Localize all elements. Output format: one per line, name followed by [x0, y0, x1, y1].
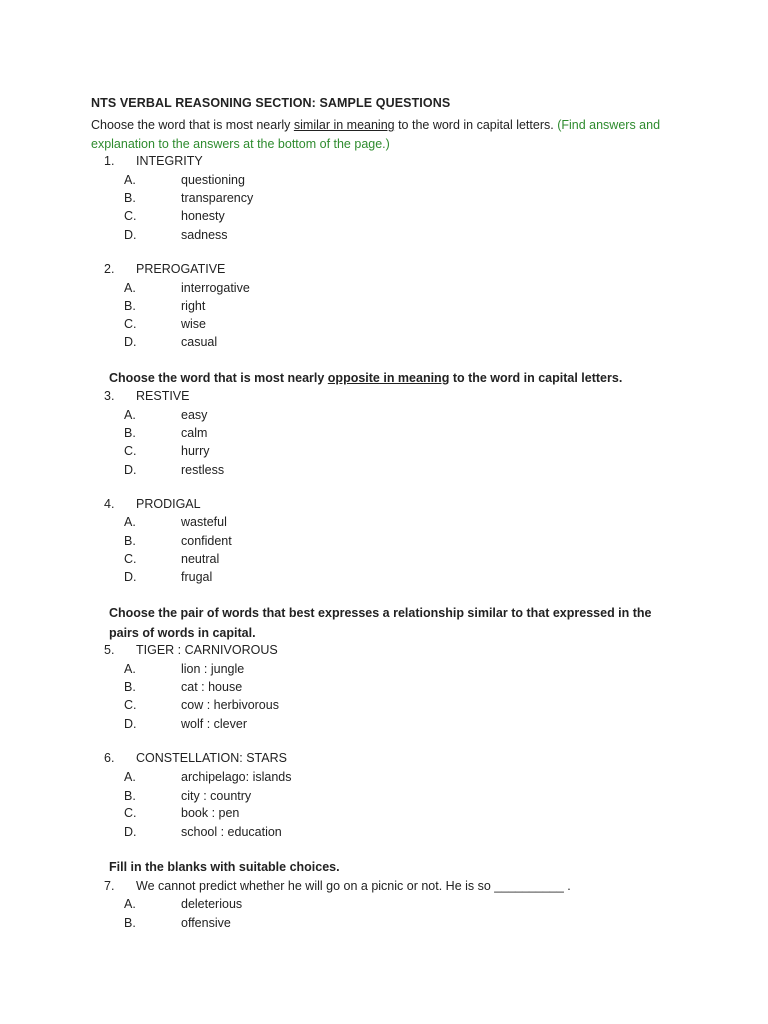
option — [0, 678, 768, 696]
option — [0, 406, 768, 424]
question — [0, 877, 768, 895]
option-letter: D. — [124, 335, 137, 349]
option-letter: A. — [124, 662, 136, 676]
option — [0, 914, 768, 932]
option-letter: A. — [124, 515, 136, 529]
option-text: sadness — [181, 228, 228, 242]
option-letter: B. — [124, 534, 136, 548]
option-letter: C. — [124, 444, 137, 458]
question — [0, 749, 768, 767]
option-letter: D. — [124, 570, 137, 584]
option — [0, 226, 768, 244]
option-letter: C. — [124, 317, 137, 331]
question — [0, 641, 768, 659]
instruction-text: Choose the word that is most nearly — [109, 371, 328, 385]
option — [0, 895, 768, 913]
option-text: hurry — [181, 444, 210, 458]
question-number: 6. — [104, 751, 115, 765]
option-letter: A. — [124, 173, 136, 187]
option-text: questioning — [181, 173, 245, 187]
question-number: 4. — [104, 497, 115, 511]
page-title: NTS VERBAL REASONING SECTION: SAMPLE QUESTIONS — [91, 96, 451, 110]
option-text: transparency — [181, 191, 254, 205]
option — [0, 171, 768, 189]
question-number: 3. — [104, 389, 115, 403]
option — [0, 442, 768, 460]
option-text: confident — [181, 534, 232, 548]
instruction-analogy: Choose the pair of words that best expresses a relationship similar to that expressed in the pairs of words in capital. — [109, 606, 652, 640]
option-letter: C. — [124, 209, 137, 223]
option-letter: B. — [124, 299, 136, 313]
option-letter: B. — [124, 426, 136, 440]
intro-text-after: to the word in capital letters. — [394, 118, 558, 132]
question-number: 1. — [104, 154, 115, 168]
option-letter: A. — [124, 408, 136, 422]
option-text: wasteful — [181, 515, 227, 529]
option-text: neutral — [181, 552, 220, 566]
question-text: RESTIVE — [136, 389, 190, 403]
option — [0, 660, 768, 678]
option-letter: A. — [124, 897, 136, 911]
option-letter: A. — [124, 770, 136, 784]
option-letter: B. — [124, 916, 136, 930]
intro-text: Choose the word that is most nearly — [91, 118, 294, 132]
option-letter: B. — [124, 789, 136, 803]
intro-paragraph — [91, 116, 691, 154]
option — [0, 787, 768, 805]
instruction-opposite — [109, 368, 669, 388]
instruction-underlined: opposite in meaning — [327, 371, 450, 385]
option-letter: D. — [124, 463, 137, 477]
option-text: honesty — [181, 209, 225, 223]
question-number: 7. — [104, 879, 115, 893]
question — [0, 260, 768, 278]
instruction-blanks: Fill in the blanks with suitable choices. — [109, 860, 340, 874]
option-text: school : education — [181, 825, 282, 839]
option-text: right — [181, 299, 206, 313]
instruction-text-after: to the word in capital letters. — [449, 371, 623, 385]
option-text: cat : house — [181, 680, 243, 694]
option — [0, 568, 768, 586]
question-text: PREROGATIVE — [136, 262, 226, 276]
option-text: calm — [181, 426, 208, 440]
option — [0, 189, 768, 207]
question-text: TIGER : CARNIVOROUS — [136, 643, 278, 657]
question — [0, 387, 768, 405]
question-text: CONSTELLATION: STARS — [136, 751, 287, 765]
question — [0, 495, 768, 513]
option-letter: B. — [124, 191, 136, 205]
option-letter: C. — [124, 806, 137, 820]
option-letter: D. — [124, 825, 137, 839]
option-letter: A. — [124, 281, 136, 295]
option-letter: D. — [124, 228, 137, 242]
option-text: lion : jungle — [181, 662, 245, 676]
option-text: archipelago: islands — [181, 770, 292, 784]
intro-underlined: similar in meaning — [293, 118, 395, 132]
question-number: 5. — [104, 643, 115, 657]
option — [0, 823, 768, 841]
question-text: We cannot predict whether he will go on a picnic or not. He is so __________ . — [136, 879, 571, 893]
question-number: 2. — [104, 262, 115, 276]
option — [0, 715, 768, 733]
option-text: wolf : clever — [181, 717, 247, 731]
option-letter: C. — [124, 552, 137, 566]
option — [0, 424, 768, 442]
option — [0, 696, 768, 714]
question-text: PRODIGAL — [136, 497, 201, 511]
option — [0, 297, 768, 315]
option — [0, 550, 768, 568]
option-text: deleterious — [181, 897, 243, 911]
question — [0, 152, 768, 170]
option — [0, 804, 768, 822]
question-text: INTEGRITY — [136, 154, 203, 168]
option-text: wise — [181, 317, 207, 331]
option-letter: C. — [124, 698, 137, 712]
option — [0, 513, 768, 531]
option-text: offensive — [181, 916, 231, 930]
option-text: casual — [181, 335, 218, 349]
option — [0, 532, 768, 550]
option-text: easy — [181, 408, 208, 422]
option — [0, 279, 768, 297]
option-letter: B. — [124, 680, 136, 694]
answers-note: (Find answers and explanation to the answers at the bottom of the page.) — [91, 118, 661, 151]
option-text: cow : herbivorous — [181, 698, 279, 712]
option-text: frugal — [181, 570, 213, 584]
option-text: book : pen — [181, 806, 240, 820]
option-text: interrogative — [181, 281, 250, 295]
option — [0, 315, 768, 333]
option — [0, 768, 768, 786]
option-letter: D. — [124, 717, 137, 731]
option — [0, 461, 768, 479]
option — [0, 207, 768, 225]
option — [0, 333, 768, 351]
option-text: city : country — [181, 789, 252, 803]
option-text: restless — [181, 463, 225, 477]
